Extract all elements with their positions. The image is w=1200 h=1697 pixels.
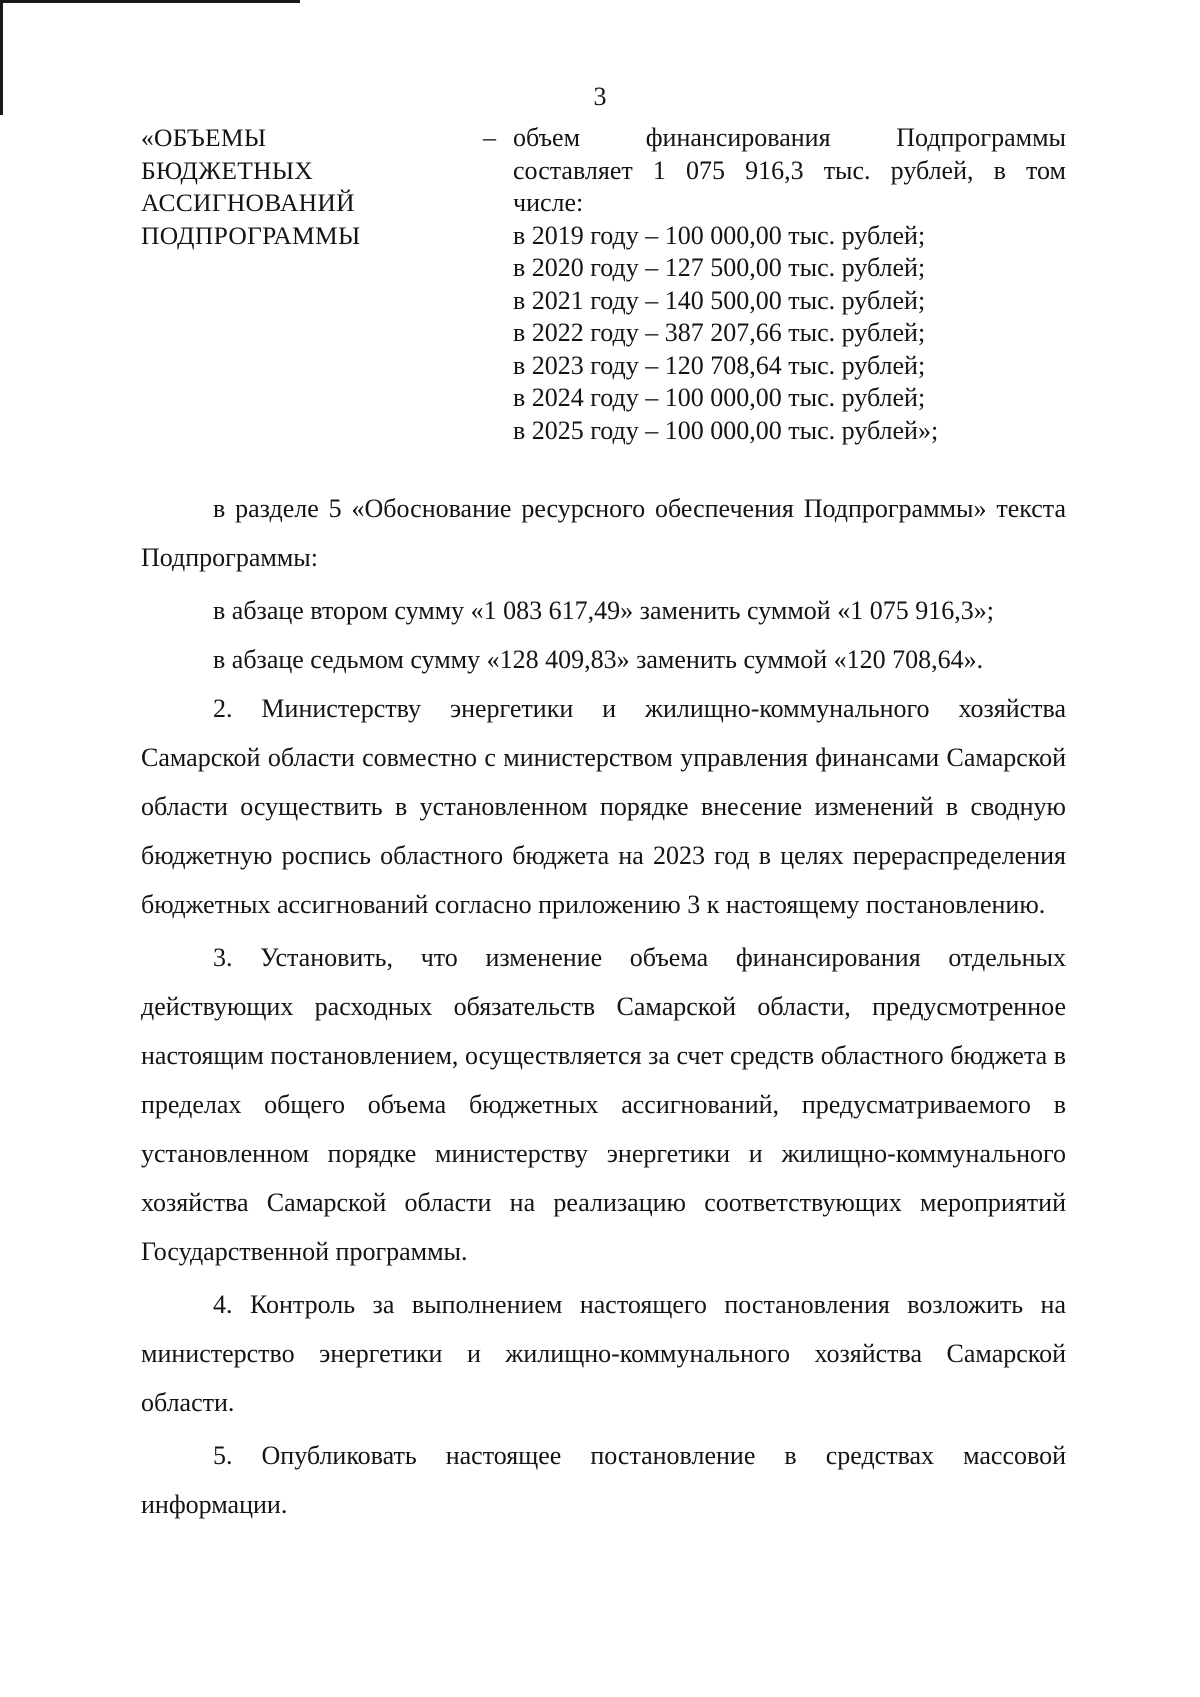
funding-year-2021: в 2021 году – 140 500,00 тыс. рублей; <box>513 285 926 315</box>
passport-value <box>513 122 1066 447</box>
amendment-paragraph-second: в абзаце втором сумму «1 083 617,49» заменить суммой «1 075 916,3»; <box>213 596 994 625</box>
passport-label-line: БЮДЖЕТНЫХ <box>141 155 314 185</box>
funding-year-2019: в 2019 году – 100 000,00 тыс. рублей; <box>513 220 926 250</box>
funding-year-2024: в 2024 году – 100 000,00 тыс. рублей; <box>513 383 926 412</box>
passport-value-line: числе: <box>513 188 584 217</box>
clause-2: 2. Министерству энергетики и жилищно-коммунального хозяйства Самарской области совместно с министерством управления финансами Самарской области осуществить в установленном порядке внесение изменений в сводную бюджетную роспись областного бюджета на 2023 год в целях перераспределения бюджетных ассигнований согласно приложению 3 к настоящему постановлению. <box>141 694 1066 919</box>
funding-year-2023: в 2023 году – 120 708,64 тыс. рублей; <box>513 350 926 380</box>
funding-year-2025: в 2025 году – 100 000,00 тыс. рублей»; <box>513 415 939 445</box>
passport-value-line: составляет 1 075 916,3 тыс. рублей, в том <box>513 155 1066 185</box>
clause-4: 4. Контроль за выполнением настоящего постановления возложить на министерство энергетики и жилищно-коммунального хозяйства Самарской области. <box>141 1290 1066 1417</box>
clause-5: 5. Опубликовать настоящее постановление в средствах массовой информации. <box>141 1441 1066 1519</box>
section5-intro-paragraph: в разделе 5 «Обоснование ресурсного обеспечения Подпрограммы» текста Подпрограммы: <box>141 494 1066 572</box>
amendment-paragraph-seventh: в абзаце седьмом сумму «128 409,83» заменить суммой «120 708,64». <box>213 645 984 674</box>
passport-dash: – <box>483 123 496 152</box>
scan-border-top <box>0 0 300 3</box>
passport-label <box>141 122 461 252</box>
funding-year-2020: в 2020 году – 127 500,00 тыс. рублей; <box>513 253 926 282</box>
passport-label-line: АССИГНОВАНИЙ <box>141 188 355 217</box>
page-number: 3 <box>593 82 607 111</box>
passport-label-line: ПОДПРОГРАММЫ <box>141 220 361 250</box>
document-body <box>141 484 1066 1529</box>
scan-border-left <box>0 0 3 115</box>
passport-label-line: «ОБЪЕМЫ <box>141 123 267 152</box>
passport-value-line: объем финансирования Подпрограммы <box>513 123 1066 152</box>
clause-3: 3. Установить, что изменение объема финансирования отдельных действующих расходных обязательств Самарской области, предусмотренное настоящим постановлением, осуществляется за счет средств областного бюджета в пределах общего объема бюджетных ассигнований, предусматриваемого в установленном порядке министерству энергетики и жилищно-коммунального хозяйства Самарской области на реализацию соответствующих мероприятий Государственной программы. <box>141 943 1066 1266</box>
funding-year-2022: в 2022 году – 387 207,66 тыс. рублей; <box>513 318 926 347</box>
